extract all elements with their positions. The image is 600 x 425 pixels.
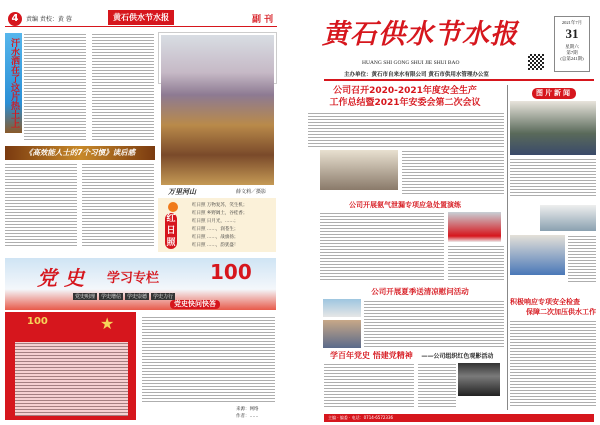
- article-text: [24, 33, 86, 141]
- masthead-rule: [324, 79, 594, 81]
- banner-title-b: 学习专栏: [107, 271, 160, 286]
- headline-3: 公司开展夏季送清凉慰问活动: [371, 287, 469, 296]
- headline-2: 公司开展氨气泄漏专项应急处置演练: [349, 201, 461, 209]
- slogan: 学史增信: [101, 294, 122, 300]
- headline-4-subtitle: ——公司组织红色观影活动: [421, 353, 494, 360]
- side-photo: [540, 205, 596, 231]
- banner-100: 100: [210, 260, 252, 284]
- photo-credit: 薛文莉／摄影: [236, 189, 267, 195]
- quiz-source: 来源：网络: [236, 407, 259, 412]
- side-headline: [510, 297, 596, 317]
- article-text: [324, 363, 414, 408]
- poster-100: 100: [27, 316, 48, 327]
- poem-title: 红日照: [166, 214, 176, 248]
- headline-1-line-2: 工作总结暨2021年安委会第二次会议: [329, 98, 481, 108]
- poem-line: 红日照 日月光，……；: [192, 219, 239, 224]
- masthead: 黄石供水节水报: [322, 19, 518, 50]
- star-icon: ★: [100, 314, 115, 333]
- qr-code: [528, 54, 544, 70]
- landscape-image: [161, 35, 274, 185]
- sponsor-line: 主办单位：黄石市自来水有限公司 黄石市供用水管理办公室: [344, 72, 489, 78]
- party-history-banner: [5, 258, 276, 310]
- side-photo: [510, 101, 596, 155]
- masthead-pinyin: HUANG SHI GONG SHUI JIE SHUI BAO: [362, 60, 460, 66]
- vertical-title: 汗水洒在了这片热土上: [5, 33, 22, 133]
- poem-line: 红日照 万物复苏，笑生机；: [192, 203, 248, 208]
- visit-photo: [323, 320, 361, 348]
- slogan: 学史力行: [153, 294, 174, 300]
- side-photo: [510, 235, 565, 275]
- quiz-label: 党史快问快答: [170, 300, 220, 309]
- headline-4: [330, 350, 493, 361]
- right-page: [300, 0, 600, 425]
- headline-4-title: 学百年党史 悟建党精神: [330, 351, 413, 360]
- banner-title-a: 党 史: [37, 266, 84, 290]
- date-total: (总第241期): [560, 56, 584, 61]
- side-text: [510, 158, 596, 198]
- quiz-author: 作者：……: [236, 414, 259, 419]
- header-rule: [5, 26, 277, 27]
- cinema-photo: [458, 363, 500, 396]
- editor-line: 责编 责校：黄 蓉: [26, 16, 72, 23]
- date-box: [554, 16, 590, 72]
- headline-1-line-1: 公司召开2020-2021年度安全生产: [333, 86, 477, 96]
- side-headline-line-1: 积极响应专项安全检查: [510, 298, 580, 306]
- date-year-month: 2021年7月: [561, 20, 583, 25]
- meeting-photo: [320, 150, 398, 190]
- article-text: [418, 363, 456, 408]
- section-label: 副 刊: [252, 15, 274, 25]
- review-text: [82, 163, 154, 248]
- article-text: [308, 112, 504, 148]
- article-text: [92, 33, 154, 141]
- date-day: 31: [565, 26, 579, 41]
- side-section-title: 图片新闻: [532, 88, 576, 99]
- article-text: [402, 150, 504, 196]
- quiz-text: [142, 316, 275, 404]
- paper-name-tag: 黄石供水节水报: [108, 10, 174, 25]
- review-text: [5, 163, 77, 248]
- article-text: [320, 212, 444, 282]
- drill-photo: [448, 212, 501, 242]
- poem-line: 红日照 ……，战旗扬；: [192, 235, 239, 240]
- slogan: 学史崇德: [127, 294, 148, 300]
- side-text: [510, 320, 596, 406]
- slogan: 党史明理: [75, 294, 96, 300]
- poem-line: 红日照 ……，润苍生；: [192, 227, 239, 232]
- poem-line: 红日照 ……，韵犹盛！: [192, 243, 239, 248]
- article-text: [448, 245, 504, 282]
- side-text: [568, 235, 596, 283]
- column-divider: [507, 85, 508, 410]
- footer-bar: 主编 · 编委 · 电话：0714-6572336: [324, 414, 594, 422]
- banner-slogans: [73, 293, 175, 300]
- side-headline-line-2: 保障二次加压供水工作: [526, 308, 596, 316]
- review-title-banner: 《高效能人士的7个习惯》读后感: [5, 146, 155, 160]
- poem-box: [158, 198, 276, 252]
- party-poster: [5, 312, 136, 420]
- poem-line: 红日照 乡野阔土，谷桂香；: [192, 211, 248, 216]
- photo-caption: 万里河山: [168, 188, 196, 196]
- article-text: [364, 300, 504, 347]
- page-number-badge: 4: [8, 12, 22, 26]
- date-issue: 第7期: [566, 50, 578, 55]
- poster-text: [15, 342, 128, 416]
- date-weekday: 星期六: [565, 44, 579, 49]
- visit-photo: [323, 299, 361, 317]
- sun-icon: [168, 202, 178, 212]
- poem-lines: [192, 202, 247, 250]
- headline-1: [305, 85, 505, 109]
